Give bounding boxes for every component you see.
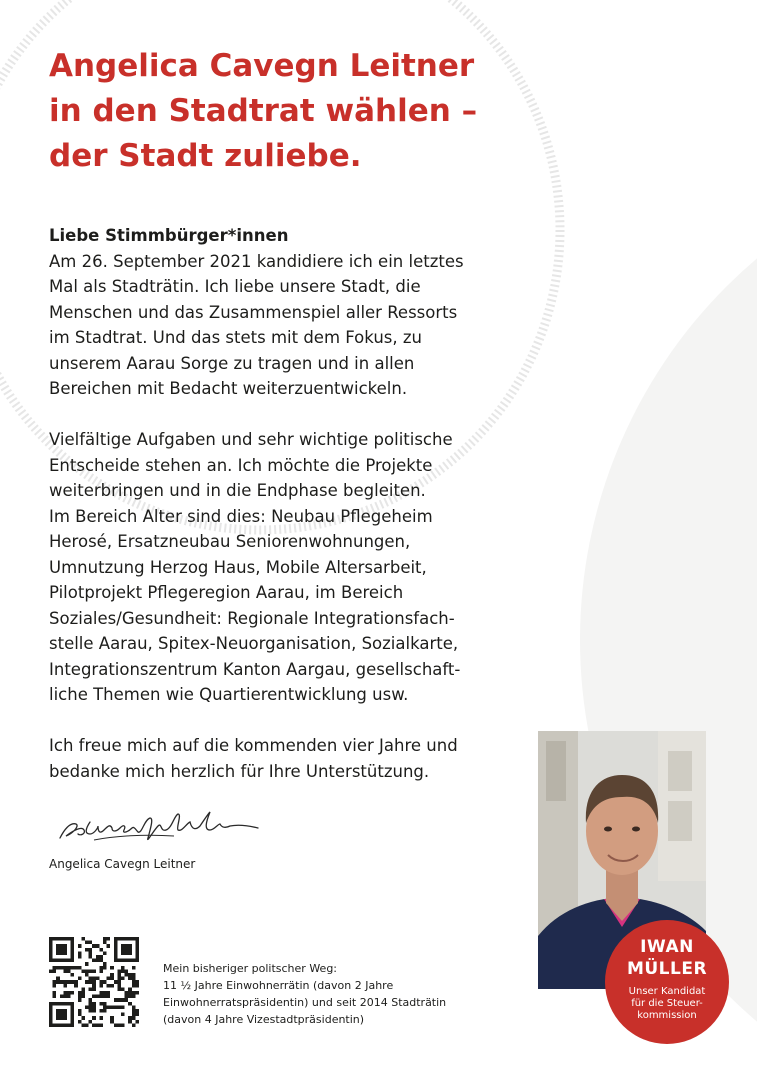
candidate-badge (605, 920, 729, 1044)
text-line: Soziales/Gesundheit: Regionale Integrationsfach- (49, 608, 455, 628)
letter-greeting: Liebe Stimmbürger*innen (49, 226, 289, 245)
badge-name-line: IWAN (640, 937, 694, 957)
badge-sub-line: kommission (637, 1010, 697, 1021)
signature-name: Angelica Cavegn Leitner (49, 857, 196, 871)
badge-sub-line: für die Steuer- (631, 998, 703, 1009)
headline-line: in den Stadtrat wählen – (49, 93, 478, 129)
career-line: Mein bisheriger politscher Weg: (163, 962, 338, 975)
signature-image (54, 800, 264, 850)
badge-sub-line: Unser Kandidat (628, 986, 706, 997)
headline (49, 44, 609, 179)
qr-finder-pattern (49, 937, 74, 962)
qr-finder-pattern (114, 937, 139, 962)
text-line: Herosé, Ersatzneubau Seniorenwohnungen, (49, 532, 411, 551)
letter-paragraph-2 (49, 427, 539, 708)
text-line: Menschen und das Zusammenspiel aller Ressorts (49, 302, 458, 322)
badge-subtitle (605, 986, 729, 1022)
text-line: Im Bereich Alter sind dies: Neubau Pflegeheim (49, 506, 433, 526)
text-line: Mal als Stadträtin. Ich liebe unsere Stadt, die (49, 277, 421, 296)
text-line: im Stadtrat. Und das stets mit dem Fokus, zu (49, 328, 422, 347)
text-line: Umnutzung Herzog Haus, Mobile Altersarbeit, (49, 557, 427, 577)
letter-body (49, 223, 539, 810)
text-line: Am 26. September 2021 kandidiere ich ein letztes (49, 251, 464, 271)
letter-paragraph-1 (49, 249, 539, 402)
text-line: Integrationszentrum Kanton Aargau, gesellschaft- (49, 659, 461, 679)
text-line: Ich freue mich auf die kommenden vier Jahre und (49, 736, 458, 755)
text-line: liche Themen wie Quartierentwicklung usw. (49, 685, 409, 704)
qr-code[interactable] (49, 937, 139, 1027)
career-line: 11 ½ Jahre Einwohnerrätin (davon 2 Jahre (163, 979, 394, 992)
career-line: (davon 4 Jahre Vizestadtpräsidentin) (163, 1013, 365, 1026)
text-line: Bereichen mit Bedacht weiterzuentwickeln. (49, 379, 408, 398)
headline-line: Angelica Cavegn Leitner (49, 48, 475, 84)
text-line: weiterbringen und in die Endphase begleiten. (49, 481, 426, 500)
text-line: Vielfältige Aufgaben und sehr wichtige politische (49, 430, 453, 449)
letter-paragraph-3 (49, 733, 539, 784)
badge-name-line: MÜLLER (626, 959, 708, 979)
career-line: Einwohnerratspräsidentin) und seit 2014 Stadträtin (163, 996, 447, 1009)
text-line: Pilotprojekt Pflegeregion Aarau, im Bereich (49, 583, 404, 602)
text-line: Entscheide stehen an. Ich möchte die Projekte (49, 455, 433, 475)
text-line: unserem Aarau Sorge zu tragen und in allen (49, 353, 415, 373)
career-text (163, 960, 523, 1028)
text-line: bedanke mich herzlich für Ihre Unterstützung. (49, 761, 430, 781)
text-line: stelle Aarau, Spitex-Neuorganisation, Sozialkarte, (49, 634, 459, 653)
qr-finder-pattern (49, 1002, 74, 1027)
headline-line: der Stadt zuliebe. (49, 138, 362, 174)
